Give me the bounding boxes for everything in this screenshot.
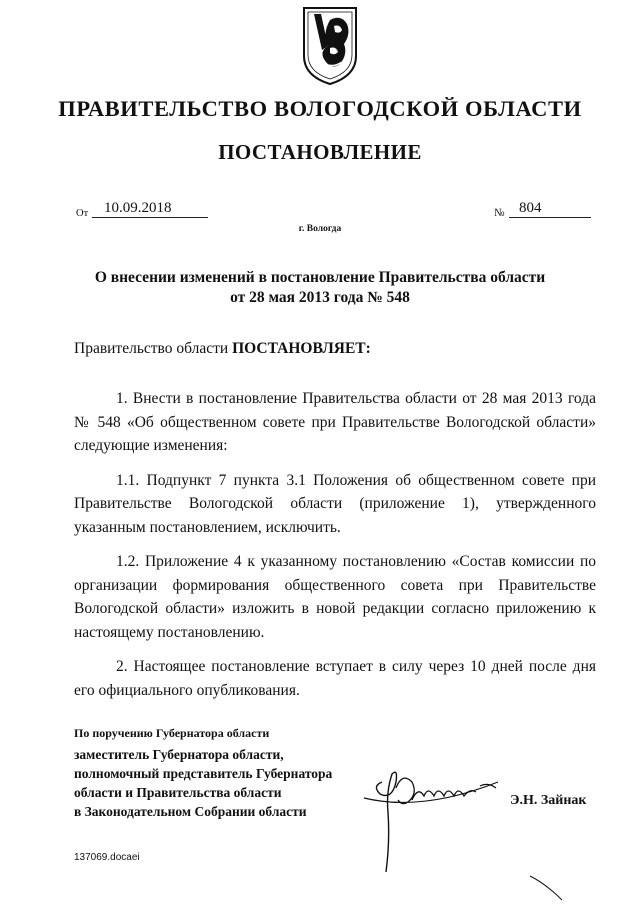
document-type: ПОСТАНОВЛЕНИЕ [218,140,422,164]
coat-of-arms-icon [300,4,360,86]
paragraph-1-2: 1.2. Приложение 4 к указанному постановлению «Состав комиссии по организации формирования общественного совета при Правительстве Вологодской области» изложить в новой редакции согласно приложению к настоящему постановлению. [74,553,596,641]
city-name: г. Вологда [298,224,342,234]
file-reference: 137069.docaei [74,852,140,863]
signatory-title-line-1: заместитель Губернатора области, [74,747,284,762]
preamble-emphasis: ПОСТАНОВЛЯЕТ: [232,340,371,357]
document-body [74,387,596,713]
signer-name: Э.Н. Зайнак [510,793,587,808]
document-date: 10.09.2018 [92,200,208,218]
signatory-title-line-4: в Законодательном Собрании области [74,804,307,819]
organization-title: ПРАВИТЕЛЬСТВО ВОЛОГОДСКОЙ ОБЛАСТИ [58,96,582,121]
handwritten-signature-icon [362,752,512,880]
number-label: № [494,207,505,219]
signatory-block [74,724,332,821]
signatory-lead: По поручению Губернатора области [74,726,270,740]
signatory-title-line-3: области и Правительства области [74,785,282,800]
date-label: От [76,208,89,219]
paragraph-1-1: 1.1. Подпункт 7 пункта 3.1 Положения об общественном совете при Правительстве Вологодской области (приложение 1), утвержденного указанным постановлением, исключить. [74,471,596,536]
paragraph-2: 2. Настоящее постановление вступает в силу через 10 дней после дня его официального опубликования. [74,658,596,699]
document-subject [60,268,580,308]
subject-line-2: от 28 мая 2013 года № 548 [230,289,410,306]
document-number: 804 [509,200,591,218]
paragraph-1: 1. Внести в постановление Правительства области от 28 мая 2013 года № 548 «Об общественном совете при Правительстве Вологодской области» следующие изменения: [74,390,596,454]
preamble [74,340,371,358]
signatory-title-line-2: полномочный представитель Губернатора [74,766,333,781]
subject-line-1: О внесении изменений в постановление Правительства области [94,269,546,286]
preamble-text: Правительство области [74,340,233,357]
corner-mark-icon [526,872,566,902]
